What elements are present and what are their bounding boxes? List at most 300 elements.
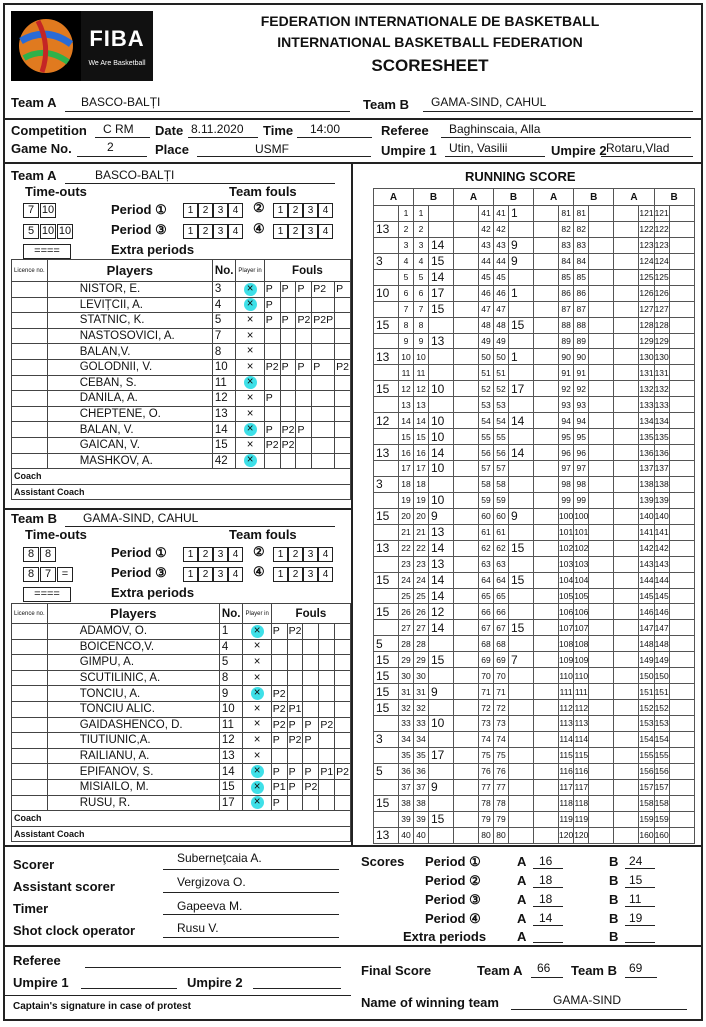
foul-cell: P2 bbox=[281, 439, 295, 452]
foul-cell: P2 bbox=[320, 718, 334, 731]
rs-a-mark bbox=[534, 636, 559, 652]
team-b-timeouts-row1: 8 8 bbox=[23, 544, 57, 562]
date-label: Date bbox=[155, 123, 184, 138]
rs-a-mark bbox=[374, 206, 399, 222]
rs-a-num: 63 bbox=[479, 556, 494, 572]
player-name: ADAMOV, O. bbox=[47, 624, 219, 640]
rs-b-mark bbox=[589, 445, 614, 461]
umpire1-label: Umpire 1 bbox=[381, 143, 437, 158]
rs-b-num: 56 bbox=[494, 445, 509, 461]
rs-b-mark bbox=[669, 429, 694, 445]
rs-a-num: 142 bbox=[639, 540, 654, 556]
rs-a-num: 9 bbox=[399, 333, 414, 349]
rs-a-mark bbox=[374, 620, 399, 636]
fouls-header: Fouls bbox=[264, 260, 350, 282]
rs-a-num: 135 bbox=[639, 429, 654, 445]
rs-b-num: 79 bbox=[494, 811, 509, 827]
rs-b-num: 7 bbox=[414, 301, 429, 317]
rs-a-num: 106 bbox=[559, 604, 574, 620]
rs-a-num: 152 bbox=[639, 700, 654, 716]
rs-a-num: 148 bbox=[639, 636, 654, 652]
rs-b-num: 132 bbox=[654, 381, 669, 397]
rs-b-mark: 15 bbox=[429, 811, 454, 827]
team-b-p4-label: ④ bbox=[253, 564, 265, 579]
player-name: TIUTIUNIC,A. bbox=[47, 733, 219, 749]
rs-a-mark bbox=[454, 556, 479, 572]
player-in-cell bbox=[243, 748, 271, 764]
rs-a-num: 134 bbox=[639, 413, 654, 429]
licence-cell bbox=[12, 297, 48, 313]
rs-b-num: 16 bbox=[414, 445, 429, 461]
rs-a-mark bbox=[534, 779, 559, 795]
rs-b-mark bbox=[509, 700, 534, 716]
player-in-cell bbox=[236, 297, 264, 313]
rs-b-mark bbox=[669, 747, 694, 763]
rs-b-num: 73 bbox=[494, 716, 509, 732]
rs-b-mark: 12 bbox=[429, 604, 454, 620]
foul-cell bbox=[303, 795, 319, 811]
player-name: BALAN, V. bbox=[47, 422, 212, 438]
rs-a-num: 153 bbox=[639, 716, 654, 732]
player-in-mark-icon: × bbox=[251, 687, 264, 700]
rs-b-mark bbox=[509, 397, 534, 413]
foul-cell bbox=[264, 375, 280, 391]
team-a-coach: Coach bbox=[12, 469, 351, 485]
rs-b-num: 131 bbox=[654, 365, 669, 381]
player-number: 10 bbox=[219, 701, 243, 717]
rs-b-num: 1 bbox=[414, 206, 429, 222]
rs-b-num: 13 bbox=[414, 397, 429, 413]
umpire2-value: Rotaru,Vlad bbox=[606, 141, 670, 155]
player-in-mark-icon: × bbox=[251, 765, 264, 778]
logo-text: FIBA bbox=[89, 25, 145, 51]
rs-a-mark bbox=[374, 333, 399, 349]
rs-b-num: 71 bbox=[494, 684, 509, 700]
player-row bbox=[12, 453, 351, 469]
rs-a-mark bbox=[454, 700, 479, 716]
foul-cell: P bbox=[335, 282, 351, 298]
team-b-label: Team B bbox=[363, 97, 409, 112]
rs-b-num: 109 bbox=[574, 652, 589, 668]
rs-a-num: 112 bbox=[559, 700, 574, 716]
foul-cell bbox=[280, 391, 296, 407]
rs-a-mark bbox=[454, 269, 479, 285]
rs-a-num: 99 bbox=[559, 492, 574, 508]
rs-a-mark bbox=[614, 381, 639, 397]
rs-a-mark bbox=[454, 397, 479, 413]
extra-b-label: B bbox=[609, 929, 619, 944]
team-a-timeouts-extra: ==== bbox=[23, 241, 72, 259]
rs-a-mark bbox=[534, 620, 559, 636]
rs-b-mark bbox=[589, 237, 614, 253]
rs-a-mark bbox=[454, 508, 479, 524]
score-a-label: A bbox=[517, 854, 527, 869]
foul-cell: P2 bbox=[304, 781, 318, 794]
rs-b-num: 90 bbox=[574, 349, 589, 365]
foul-cell bbox=[319, 624, 335, 640]
shot-clock-value: Rusu V. bbox=[177, 921, 219, 935]
score-a-value: 18 bbox=[539, 892, 553, 906]
player-in-cell bbox=[243, 717, 271, 733]
rs-a-mark bbox=[614, 349, 639, 365]
rs-b-mark bbox=[669, 285, 694, 301]
rs-b-num: 112 bbox=[574, 700, 589, 716]
rs-a-num: 104 bbox=[559, 572, 574, 588]
rs-a-num: 46 bbox=[479, 285, 494, 301]
rs-a-num: 122 bbox=[639, 221, 654, 237]
rs-a-mark bbox=[454, 333, 479, 349]
rs-b-num: 103 bbox=[574, 556, 589, 572]
rs-a-mark: 15 bbox=[374, 700, 399, 716]
team-a-p4-label: ④ bbox=[253, 221, 265, 236]
rs-b-mark bbox=[589, 253, 614, 269]
rs-b-mark: 10 bbox=[429, 381, 454, 397]
rs-b-mark bbox=[509, 668, 534, 684]
team-b-players-table bbox=[11, 603, 351, 842]
player-name: BALAN,V. bbox=[47, 344, 212, 360]
rs-a-mark bbox=[534, 811, 559, 827]
rs-b-num: 80 bbox=[494, 827, 509, 843]
rs-a-mark: 13 bbox=[374, 827, 399, 843]
player-in-cell bbox=[243, 624, 271, 640]
rs-b-num: 58 bbox=[494, 476, 509, 492]
rs-a-mark bbox=[614, 636, 639, 652]
team-a-timeouts-row2: 5 10 10 bbox=[23, 221, 74, 239]
foul-cell bbox=[319, 655, 335, 671]
player-in-mark-icon: × bbox=[244, 423, 257, 436]
player-number: 4 bbox=[219, 639, 243, 655]
rs-a-mark bbox=[374, 397, 399, 413]
rs-col-b-header: B bbox=[414, 189, 454, 206]
rs-b-num: 93 bbox=[574, 397, 589, 413]
rs-b-mark bbox=[669, 604, 694, 620]
rs-b-num: 104 bbox=[574, 572, 589, 588]
player-in-cell bbox=[243, 795, 271, 811]
rs-b-num: 135 bbox=[654, 429, 669, 445]
rs-a-num: 17 bbox=[399, 461, 414, 477]
rs-a-num: 19 bbox=[399, 492, 414, 508]
foul-cell bbox=[271, 748, 287, 764]
rs-b-num: 108 bbox=[574, 636, 589, 652]
foul-cell bbox=[312, 422, 335, 438]
referee-sign-label: Referee bbox=[13, 953, 61, 968]
rs-b-mark: 15 bbox=[509, 317, 534, 333]
licence-cell bbox=[12, 437, 48, 453]
players-header-b: Players bbox=[47, 604, 219, 624]
foul-cell bbox=[335, 297, 351, 313]
rs-b-mark bbox=[669, 237, 694, 253]
licence-cell bbox=[12, 764, 48, 780]
team-b-period1-label: Period ① bbox=[111, 545, 167, 560]
rs-a-mark: 3 bbox=[374, 476, 399, 492]
rs-a-num: 129 bbox=[639, 333, 654, 349]
rs-b-mark bbox=[509, 301, 534, 317]
rs-b-mark bbox=[669, 221, 694, 237]
foul-cell bbox=[335, 344, 351, 360]
foul-cell bbox=[335, 655, 351, 671]
rs-a-mark bbox=[374, 811, 399, 827]
rs-b-num: 52 bbox=[494, 381, 509, 397]
rs-b-num: 46 bbox=[494, 285, 509, 301]
player-row bbox=[12, 686, 351, 702]
rs-a-mark bbox=[614, 540, 639, 556]
rs-a-num: 78 bbox=[479, 795, 494, 811]
score-b-label: B bbox=[609, 873, 619, 888]
game-no-value: 2 bbox=[107, 140, 114, 154]
player-in-cell bbox=[243, 733, 271, 749]
player-in-mark-icon: × bbox=[251, 796, 264, 809]
rs-b-num: 141 bbox=[654, 524, 669, 540]
rs-b-num: 118 bbox=[574, 795, 589, 811]
rs-a-num: 144 bbox=[639, 572, 654, 588]
team-b-fouls-p3: 1 2 3 4 bbox=[183, 564, 243, 582]
fed-fr: FEDERATION INTERNATIONALE DE BASKETBALL bbox=[260, 13, 600, 29]
rs-a-mark bbox=[454, 317, 479, 333]
place-value: USMF bbox=[255, 142, 289, 156]
foul-cell bbox=[280, 297, 296, 313]
rs-a-mark bbox=[454, 429, 479, 445]
rs-a-num: 81 bbox=[559, 206, 574, 222]
team-a-p2-label: ② bbox=[253, 200, 265, 215]
rs-a-mark bbox=[614, 269, 639, 285]
rs-a-num: 155 bbox=[639, 747, 654, 763]
rs-a-num: 75 bbox=[479, 747, 494, 763]
rs-a-mark bbox=[614, 827, 639, 843]
player-number: 14 bbox=[219, 764, 243, 780]
rs-b-num: 48 bbox=[494, 317, 509, 333]
rs-b-num: 76 bbox=[494, 763, 509, 779]
player-number: 42 bbox=[212, 453, 236, 469]
rs-a-num: 149 bbox=[639, 652, 654, 668]
rs-a-num: 160 bbox=[639, 827, 654, 843]
team-a-timeouts-label: Time-outs bbox=[25, 184, 87, 199]
rs-b-mark bbox=[429, 668, 454, 684]
rs-a-num: 79 bbox=[479, 811, 494, 827]
rs-b-mark: 9 bbox=[509, 508, 534, 524]
player-name: TONCIU ALIC. bbox=[47, 701, 219, 717]
rs-b-mark bbox=[669, 461, 694, 477]
rs-b-num: 64 bbox=[494, 572, 509, 588]
rs-a-num: 53 bbox=[479, 397, 494, 413]
rs-a-mark bbox=[454, 301, 479, 317]
player-number: 11 bbox=[212, 375, 236, 391]
rs-a-num: 7 bbox=[399, 301, 414, 317]
team-a-block-label: Team A bbox=[11, 168, 57, 183]
foul-cell: P bbox=[271, 624, 287, 640]
licence-cell bbox=[12, 624, 48, 640]
rs-a-num: 100 bbox=[559, 508, 574, 524]
rs-a-num: 72 bbox=[479, 700, 494, 716]
player-in-mark-icon: × bbox=[253, 655, 261, 668]
rs-a-num: 69 bbox=[479, 652, 494, 668]
rs-b-mark bbox=[429, 700, 454, 716]
rs-b-num: 107 bbox=[574, 620, 589, 636]
rs-b-mark: 15 bbox=[509, 540, 534, 556]
player-row bbox=[12, 733, 351, 749]
rs-a-mark bbox=[614, 508, 639, 524]
rs-b-mark: 9 bbox=[509, 237, 534, 253]
rs-a-num: 118 bbox=[559, 795, 574, 811]
rs-a-num: 107 bbox=[559, 620, 574, 636]
rs-b-mark bbox=[589, 700, 614, 716]
rs-a-mark bbox=[614, 747, 639, 763]
rs-a-mark bbox=[614, 716, 639, 732]
rs-a-num: 59 bbox=[479, 492, 494, 508]
foul-cell bbox=[296, 437, 312, 453]
player-number: 5 bbox=[212, 313, 236, 329]
rs-a-num: 73 bbox=[479, 716, 494, 732]
rs-a-num: 147 bbox=[639, 620, 654, 636]
rs-a-mark bbox=[534, 317, 559, 333]
rs-a-mark bbox=[454, 253, 479, 269]
player-number: 9 bbox=[219, 686, 243, 702]
rs-b-mark: 13 bbox=[429, 524, 454, 540]
final-team-a-value: 66 bbox=[537, 961, 551, 975]
rs-b-num: 110 bbox=[574, 668, 589, 684]
rs-b-num: 51 bbox=[494, 365, 509, 381]
score-period-label: Period ② bbox=[425, 873, 481, 888]
rs-b-mark bbox=[509, 588, 534, 604]
winner-label: Name of winning team bbox=[361, 995, 499, 1010]
player-name: GIMPU, A. bbox=[47, 655, 219, 671]
foul-cell: P bbox=[264, 391, 280, 407]
rs-a-num: 35 bbox=[399, 747, 414, 763]
rs-b-num: 102 bbox=[574, 540, 589, 556]
rs-b-num: 25 bbox=[414, 588, 429, 604]
rs-b-mark bbox=[589, 333, 614, 349]
licence-cell bbox=[12, 359, 48, 375]
rs-a-mark bbox=[454, 604, 479, 620]
foul-cell bbox=[303, 670, 319, 686]
rs-b-mark bbox=[669, 269, 694, 285]
rs-b-mark bbox=[669, 508, 694, 524]
rs-b-num: 156 bbox=[654, 763, 669, 779]
rs-a-num: 64 bbox=[479, 572, 494, 588]
rs-a-mark bbox=[454, 620, 479, 636]
player-in-cell bbox=[236, 282, 264, 298]
rs-a-num: 124 bbox=[639, 253, 654, 269]
rs-b-num: 34 bbox=[414, 731, 429, 747]
rs-b-num: 30 bbox=[414, 668, 429, 684]
team-a-name: BASCO-BALȚI bbox=[81, 95, 161, 109]
rs-a-num: 29 bbox=[399, 652, 414, 668]
rs-b-num: 136 bbox=[654, 445, 669, 461]
rs-b-num: 42 bbox=[494, 221, 509, 237]
rs-b-num: 15 bbox=[414, 429, 429, 445]
foul-cell bbox=[287, 686, 303, 702]
rs-a-mark bbox=[614, 476, 639, 492]
player-in-mark-icon: × bbox=[253, 671, 261, 684]
rs-a-mark bbox=[614, 365, 639, 381]
player-name: CHEPTENE, O. bbox=[47, 406, 212, 422]
rs-b-mark bbox=[669, 301, 694, 317]
rs-col-b-header: B bbox=[574, 189, 614, 206]
rs-b-num: 69 bbox=[494, 652, 509, 668]
rs-a-mark bbox=[534, 684, 559, 700]
player-in-cell bbox=[236, 313, 264, 329]
foul-cell: P2 bbox=[272, 718, 286, 731]
rs-a-num: 71 bbox=[479, 684, 494, 700]
foul-cell: P bbox=[287, 717, 303, 733]
referee-value: Baghinscaia, Alla bbox=[449, 122, 541, 136]
licence-cell bbox=[12, 391, 48, 407]
rs-b-mark bbox=[589, 365, 614, 381]
umpire2-label: Umpire 2 bbox=[551, 143, 607, 158]
rs-b-mark bbox=[589, 572, 614, 588]
rs-a-mark: 13 bbox=[374, 445, 399, 461]
rs-a-mark bbox=[534, 365, 559, 381]
rs-b-mark bbox=[429, 365, 454, 381]
rs-a-num: 157 bbox=[639, 779, 654, 795]
rs-a-num: 130 bbox=[639, 349, 654, 365]
final-team-a-label: Team A bbox=[477, 963, 523, 978]
rs-a-num: 30 bbox=[399, 668, 414, 684]
rs-a-mark bbox=[374, 524, 399, 540]
rs-b-mark bbox=[589, 811, 614, 827]
player-name: EPIFANOV, S. bbox=[47, 764, 219, 780]
rs-b-num: 67 bbox=[494, 620, 509, 636]
rs-b-num: 144 bbox=[654, 572, 669, 588]
rs-a-mark bbox=[374, 556, 399, 572]
rs-a-mark bbox=[454, 731, 479, 747]
rs-a-mark bbox=[374, 301, 399, 317]
rs-b-mark bbox=[669, 381, 694, 397]
players-header: Players bbox=[47, 260, 212, 282]
rs-b-mark bbox=[509, 476, 534, 492]
rs-b-mark bbox=[589, 492, 614, 508]
rs-b-mark bbox=[509, 811, 534, 827]
rs-a-num: 51 bbox=[479, 365, 494, 381]
foul-cell: P bbox=[303, 717, 319, 733]
score-period-label: Period ④ bbox=[425, 911, 481, 926]
rs-b-num: 72 bbox=[494, 700, 509, 716]
rs-b-mark bbox=[509, 747, 534, 763]
rs-b-num: 85 bbox=[574, 269, 589, 285]
foul-cell: P1 bbox=[272, 781, 286, 794]
rs-a-num: 11 bbox=[399, 365, 414, 381]
rs-a-mark bbox=[374, 365, 399, 381]
rs-b-mark bbox=[589, 413, 614, 429]
rs-a-mark bbox=[534, 413, 559, 429]
player-in-cell bbox=[236, 391, 264, 407]
rs-b-mark: 17 bbox=[509, 381, 534, 397]
player-row bbox=[12, 282, 351, 298]
rs-a-num: 111 bbox=[559, 684, 574, 700]
timer-label: Timer bbox=[13, 901, 49, 916]
player-number: 7 bbox=[212, 328, 236, 344]
player-number: 12 bbox=[212, 391, 236, 407]
rs-b-mark bbox=[589, 668, 614, 684]
rs-b-mark bbox=[509, 269, 534, 285]
rs-a-mark: 15 bbox=[374, 668, 399, 684]
licence-cell bbox=[12, 655, 48, 671]
rs-b-num: 145 bbox=[654, 588, 669, 604]
foul-cell: P bbox=[264, 422, 280, 438]
rs-a-num: 141 bbox=[639, 524, 654, 540]
rs-a-num: 24 bbox=[399, 572, 414, 588]
rs-b-mark bbox=[589, 540, 614, 556]
rs-b-mark bbox=[669, 779, 694, 795]
rs-a-mark bbox=[534, 827, 559, 843]
player-number: 3 bbox=[212, 282, 236, 298]
rs-b-mark: 10 bbox=[429, 716, 454, 732]
rs-b-mark bbox=[589, 795, 614, 811]
team-b-teamfouls-label: Team fouls bbox=[229, 527, 297, 542]
rs-b-num: 152 bbox=[654, 700, 669, 716]
rs-a-num: 145 bbox=[639, 588, 654, 604]
timer-value: Gapeeva M. bbox=[177, 899, 243, 913]
rs-b-mark bbox=[669, 365, 694, 381]
